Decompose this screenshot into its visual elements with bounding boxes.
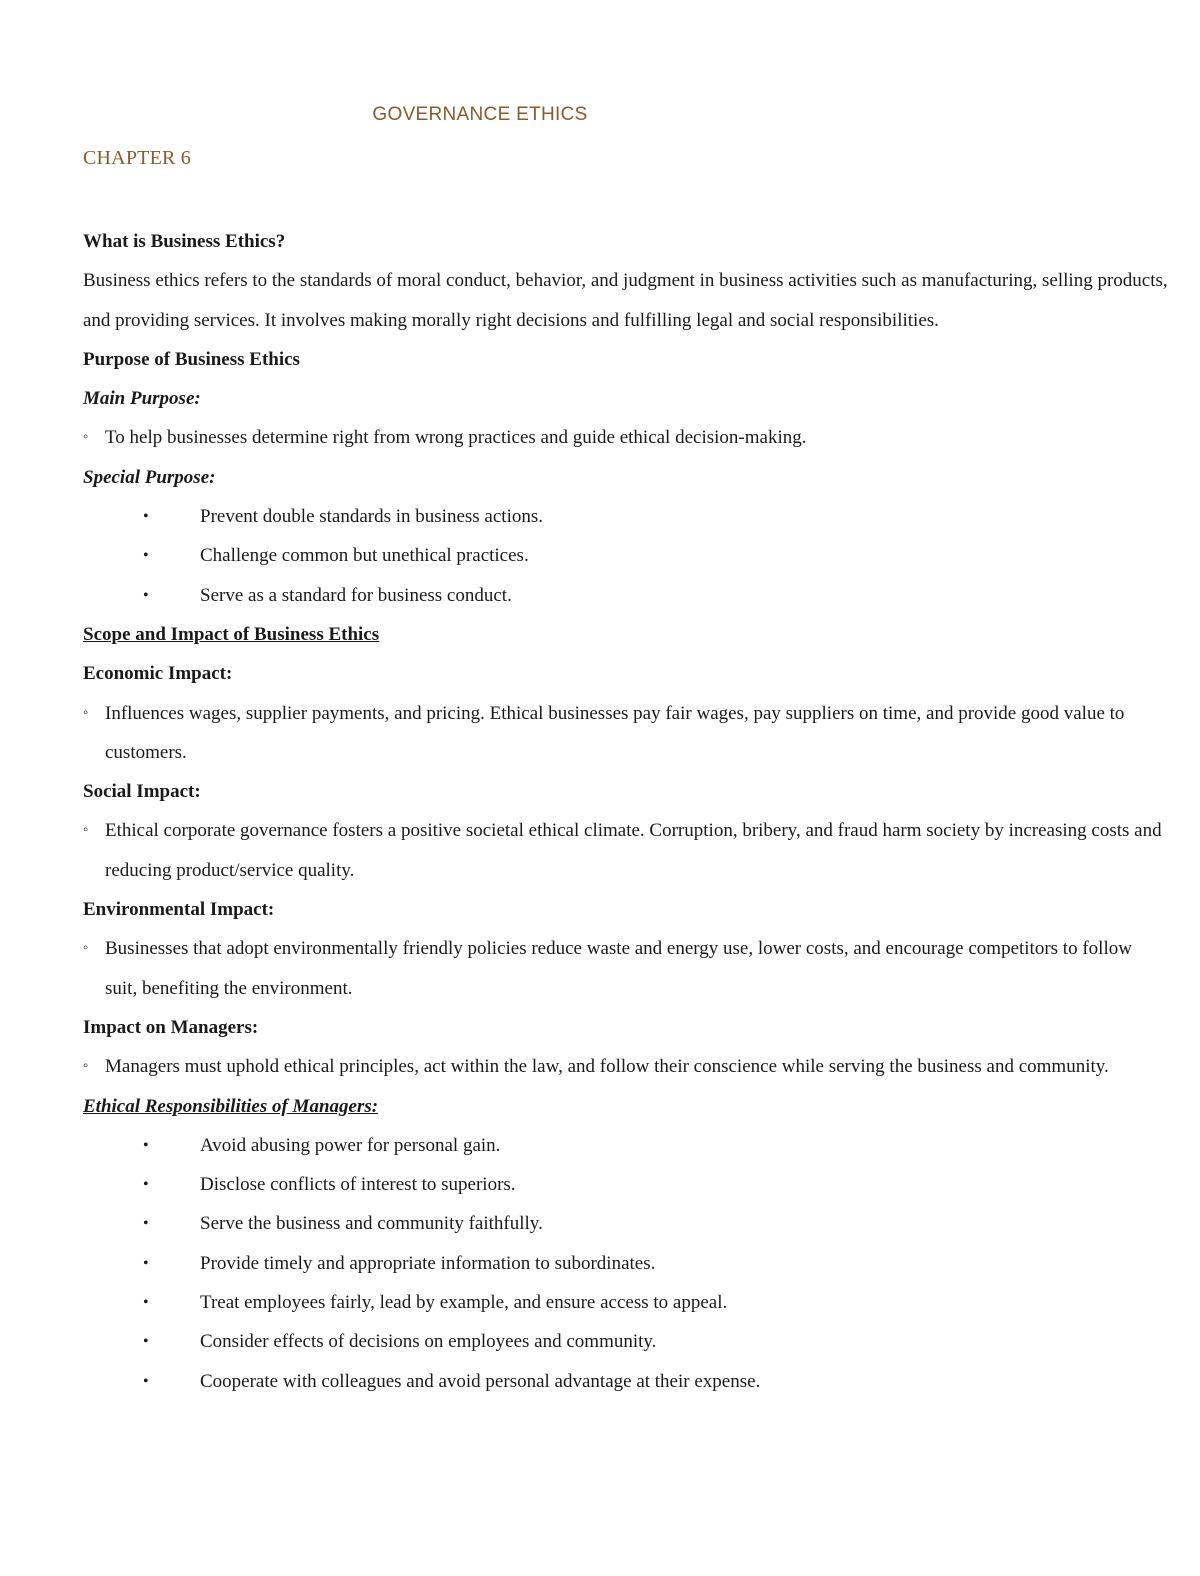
chapter-label: CHAPTER 6 bbox=[83, 147, 191, 169]
heading-scope-and-impact: Scope and Impact of Business Ethics bbox=[83, 623, 380, 645]
list-item: • Disclose conflicts of interest to superiors. bbox=[83, 1165, 1168, 1204]
list-item: ◦ Ethical corporate governance fosters a positive societal ethical climate. Corruption, bribery, and fraud harm society by increasing costs and reducing product/service quality. bbox=[83, 811, 1168, 890]
list-item: • Serve the business and community faithfully. bbox=[83, 1204, 1168, 1243]
list-item: • Challenge common but unethical practices. bbox=[83, 536, 1168, 575]
list-item: • Cooperate with colleagues and avoid personal advantage at their expense. bbox=[83, 1362, 1168, 1401]
label-environmental-impact: Environmental Impact: bbox=[83, 899, 275, 921]
heading-purpose: Purpose of Business Ethics bbox=[83, 348, 300, 370]
document-body bbox=[83, 222, 1168, 1401]
list-item: • Provide timely and appropriate information to subordinates. bbox=[83, 1244, 1168, 1283]
list-item: ◦ To help businesses determine right from wrong practices and guide ethical decision-making. bbox=[83, 418, 1168, 457]
label-main-purpose: Main Purpose: bbox=[83, 388, 201, 410]
list-item: ◦ Businesses that adopt environmentally friendly policies reduce waste and energy use, lower costs, and encourage competitors to follow suit, benefiting the environment. bbox=[83, 929, 1168, 1008]
list-item: ◦ Influences wages, supplier payments, and pricing. Ethical businesses pay fair wages, pay suppliers on time, and provide good value to customers. bbox=[83, 694, 1168, 773]
list-item: • Prevent double standards in business actions. bbox=[83, 497, 1168, 536]
heading-what-is-business-ethics: What is Business Ethics? bbox=[83, 231, 286, 252]
label-impact-on-managers: Impact on Managers: bbox=[83, 1016, 259, 1038]
list-item: • Avoid abusing power for personal gain. bbox=[83, 1126, 1168, 1165]
document-title: GOVERNANCE ETHICS bbox=[372, 104, 588, 125]
paragraph-definition: Business ethics refers to the standards of moral conduct, behavior, and judgment in business activities such as manufacturing, selling products, and providing services. It involves making morally right decisions and fulfilling legal and social responsibilities. bbox=[83, 270, 1168, 331]
list-item: • Treat employees fairly, lead by example, and ensure access to appeal. bbox=[83, 1283, 1168, 1322]
label-special-purpose: Special Purpose: bbox=[83, 466, 216, 488]
label-social-impact: Social Impact: bbox=[83, 781, 201, 803]
list-item: • Consider effects of decisions on employees and community. bbox=[83, 1322, 1168, 1361]
list-item: ◦ Managers must uphold ethical principles, act within the law, and follow their conscience while serving the business and community. bbox=[83, 1047, 1168, 1086]
list-item: • Serve as a standard for business conduct. bbox=[83, 576, 1168, 615]
label-economic-impact: Economic Impact: bbox=[83, 663, 233, 685]
heading-ethical-responsibilities: Ethical Responsibilities of Managers: bbox=[83, 1095, 379, 1117]
